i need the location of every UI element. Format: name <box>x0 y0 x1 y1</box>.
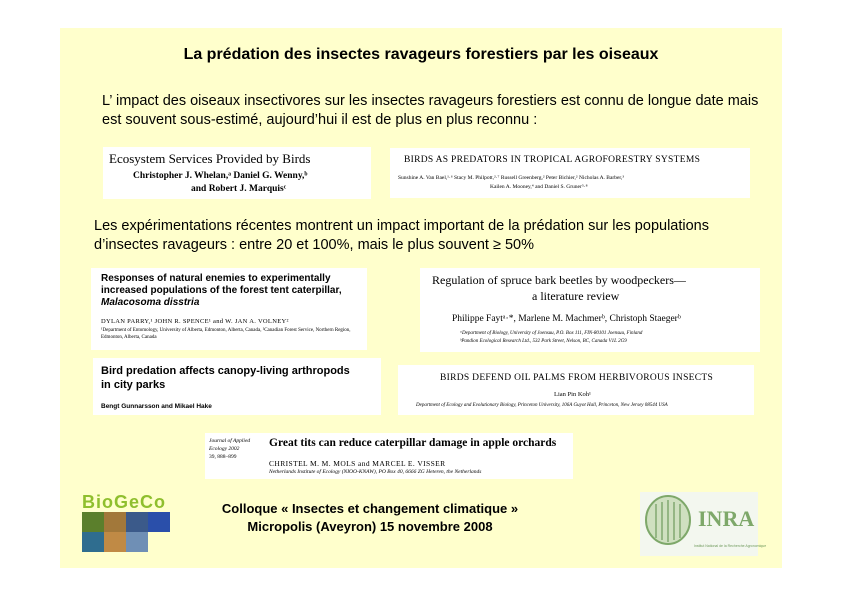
footer-line-1: Colloque « Insectes et changement climatique » <box>221 501 519 516</box>
paper-title: increased populations of the forest tent caterpillar, <box>101 285 342 296</box>
paper-authors: CHRISTEL M. M. MOLS and MARCEL E. VISSER <box>269 459 446 468</box>
biogeco-logo-text: BioGeCo <box>82 492 167 512</box>
logo-photo-tile <box>82 532 104 552</box>
logo-photo-tile <box>126 512 148 532</box>
slide <box>60 28 782 568</box>
paper-affiliation: ᵇPandion Ecological Research Ltd., 532 Park Street, Nelson, BC, Canada V1L 2G9 <box>460 339 627 344</box>
experiments-text: Les expérimentations récentes montrent un impact important de la prédation sur les populations d’insectes ravageurs : entre 20 et 100%, mais le plus souvent ≥ 50% <box>94 218 709 253</box>
inra-logo-text: INRA <box>698 506 755 531</box>
paper-title: Great tits can reduce caterpillar damage in apple orchards <box>269 437 557 449</box>
biogeco-logo <box>82 492 177 554</box>
paper-affiliation: Netherlands Institute of Ecology (NIOO-KNAW), PO Box 40, 6666 ZG Heteren, the Netherlands <box>269 469 482 475</box>
journal-year: Ecology 2002 <box>209 446 240 452</box>
paper-card-ecosystem-services <box>103 147 371 199</box>
paper-title: Ecosystem Services Provided by Birds <box>109 151 311 166</box>
paper-card-oil-palms <box>398 365 754 415</box>
paper-affiliation: ¹Department of Entomology, University of Alberta, Edmonton, Alberta, Canada, ²Canadian Forest Service, Northern Region, Edmonton, Alberta, Canada <box>101 328 351 340</box>
journal-name: Journal of Applied <box>209 438 251 444</box>
paper-card-great-tits <box>205 433 573 479</box>
paper-authors: Sunshine A. Van Bael,¹·⁶ Stacy M. Philpott,²·⁷ Russell Greenberg,² Peter Bichier,² Nicholas A. Barber,³ <box>398 175 625 181</box>
paper-title: Malacosoma disstria <box>101 297 200 308</box>
slide-title: La prédation des insectes ravageurs forestiers par les oiseaux <box>183 46 659 63</box>
inra-logo <box>640 492 767 556</box>
footer-conference <box>190 500 550 536</box>
paper-authors: Christopher J. Whelan,ᵃ Daniel G. Wenny,ᵇ <box>133 171 308 181</box>
paper-title: Bird predation affects canopy-living arthropods <box>101 365 350 377</box>
paper-authors: and Robert J. Marquisᶜ <box>191 184 287 194</box>
paper-title: Regulation of spruce bark beetles by woodpeckers— <box>432 273 686 287</box>
logo-photo-tile <box>126 532 148 552</box>
logo-photo-tile <box>104 532 126 552</box>
journal-pages: 39, 888–899 <box>209 454 237 460</box>
paper-authors: Kailen A. Mooney,⁴ and Daniel S. Gruner⁵·⁸ <box>490 184 588 190</box>
paper-authors: Philippe Faytᵃ·*, Marlene M. Machmerᵇ, Christoph Staegerᵇ <box>452 314 681 324</box>
inra-caption: Institut National de la Recherche Agronomique <box>694 544 767 548</box>
paper-title: BIRDS DEFEND OIL PALMS FROM HERBIVOROUS INSECTS <box>440 373 714 383</box>
paper-authors: Lian Pin Koh¹ <box>554 391 591 398</box>
paper-title: Responses of natural enemies to experimentally <box>101 273 331 284</box>
paper-title: in city parks <box>101 379 166 391</box>
paper-affiliation: ᵃDepartment of Biology, University of Joensuu, P.O. Box 111, FIN-80101 Joensuu, Finland <box>460 331 643 336</box>
logo-photo-tile <box>148 512 170 532</box>
paper-title: BIRDS AS PREDATORS IN TROPICAL AGROFORESTRY SYSTEMS <box>404 155 701 165</box>
paper-affiliation: Department of Ecology and Evolutionary Biology, Princeton University, 106A Guyot Hall, Princeton, New Jersey 08544 USA <box>416 403 668 408</box>
paper-card-tent-caterpillar <box>91 268 367 350</box>
logo-photo-tile <box>104 512 126 532</box>
paper-card-bark-beetles <box>420 268 760 352</box>
paper-card-city-parks <box>93 358 381 415</box>
inra-emblem-icon <box>642 494 694 546</box>
intro-text: L’ impact des oiseaux insectivores sur les insectes ravageurs forestiers est connu de longue date mais est souvent sous-estimé, aujourd’hui il est de plus en plus reconnu : <box>102 93 759 128</box>
paper-card-birds-as-predators <box>390 148 750 198</box>
paper-authors: DYLAN PARRY,¹ JOHN R. SPENCE¹ and W. JAN A. VOLNEY² <box>101 318 289 325</box>
paper-authors: Bengt Gunnarsson and Mikael Hake <box>101 403 212 410</box>
logo-photo-tile <box>82 512 104 532</box>
paper-title: a literature review <box>532 289 620 303</box>
footer-line-2: Micropolis (Aveyron) 15 novembre 2008 <box>247 519 493 534</box>
